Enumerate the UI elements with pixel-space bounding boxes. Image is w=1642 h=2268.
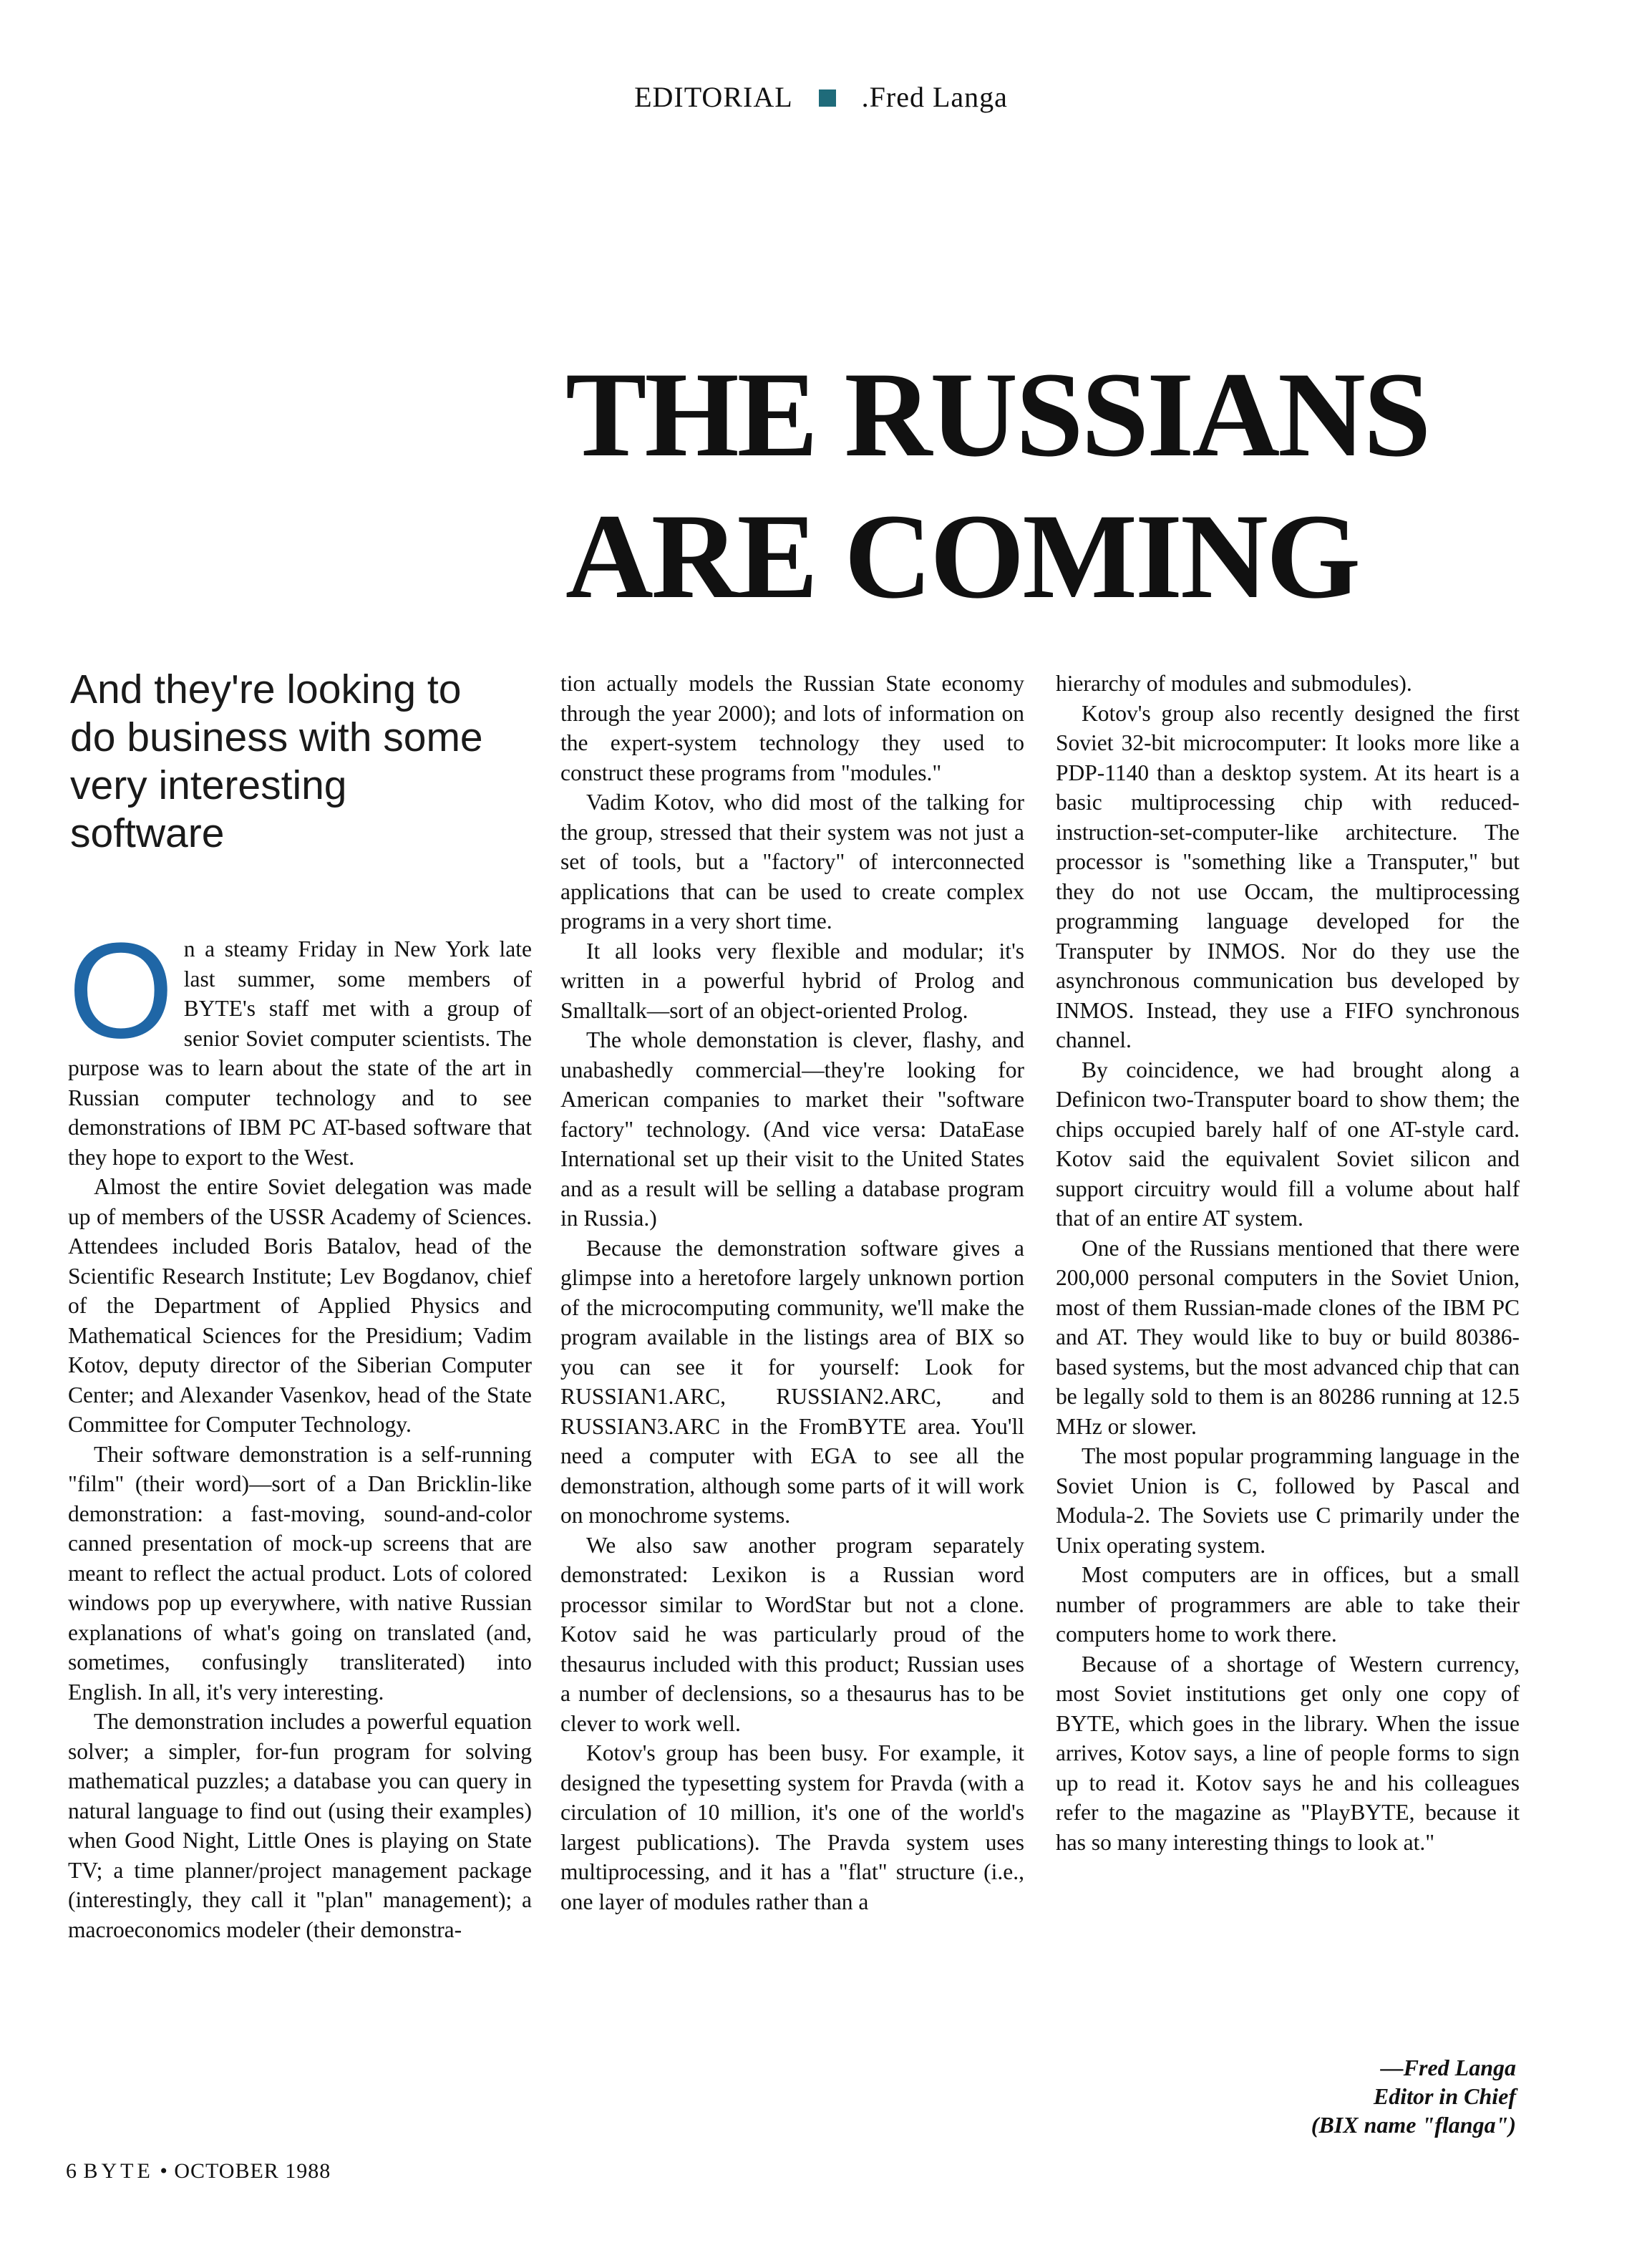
article-column-3 [1056,669,1520,1857]
paragraph: Their software demonstration is a self-running "film" (their word)—sort of a Dan Bricklin-like demonstration: a fast-moving, sound-and-color canned presentation of mock-up screens that are meant to reflect the actual product. Lots of colored windows pop up everywhere, with native Russian explanations of what's going on translated (and, sometimes, confusingly transliterated) into English. In all, it's very interesting. [68,1441,532,1705]
paragraph: Because the demonstration software gives a glimpse into a heretofore largely unknown portion of the microcomputing community, we'll make the program available in the listings area of BIX so you can see it for yourself: Look for RUSSIAN1.ARC, RUSSIAN2.ARC, and RUSSIAN3.ARC in the FromBYTE area. You'll need a computer with EGA to see all the demonstration, although some parts of it will work on monochrome systems. [560,1235,1024,1528]
signature-role: Editor in Chief [1373,2083,1516,2109]
paragraph: Almost the entire Soviet delegation was made up of members of the USSR Academy of Sciences. Attendees included Boris Batalov, head of the Scientific Research Institute; Lev Bogdanov, chief of the Department of Applied Physics and Mathematical Sciences for the Presidium; Vadim Kotov, deputy director of the Siberian Computer Center; and Alexander Vasenkov, head of the State Committee for Computer Technology. [68,1174,532,1437]
signature-name: —Fred Langa [1380,2055,1516,2080]
paragraph: By coincidence, we had brought along a Definicon two-Transputer board to show them; the chips occupied barely half of one AT-style card. Kotov said the equivalent Soviet silicon and support circuitry would fill a volume about half that of an entire AT system. [1056,1057,1520,1231]
paragraph: The demonstration includes a powerful equation solver; a simpler, for-fun program for solving mathematical puzzles; a database you can query in natural language to find out (using their examples) when Good Night, Little Ones is playing on State TV; a time planner/project management package (interestingly, they call it "plan" management); a macroeconomics modeler (their demonstra- [68,1709,532,1942]
page-number: 6 [66,2159,77,2183]
paragraph: Kotov's group also recently designed the first Soviet 32-bit microcomputer: It looks more like a PDP-1140 than a desktop system. At its heart is a basic multiprocessing chip with reduced-instruction-set-computer-like architecture. The processor is "something like a Transputer," but they do not use Occam, the multiprocessing programming language developed for the Transputer by INMOS. Nor do they use the asynchronous communication bus developed by INMOS. Instead, they use a FIFO synchronous channel. [1056,700,1520,1052]
paragraph: It all looks very flexible and modular; it's written in a powerful hybrid of Prolog and Smalltalk—sort of an object-oriented Prolog. [560,938,1024,1023]
footer-separator: • [160,2159,168,2183]
article-column-1 [68,915,532,1944]
square-bullet-icon [819,89,836,107]
signature-bix: (BIX name "flanga") [1311,2112,1516,2138]
paragraph: Most computers are in offices, but a small number of programmers are able to take their computers home to work there. [1056,1562,1520,1647]
paragraph: tion actually models the Russian State economy through the year 2000); and lots of information on the expert-system technology they used to construct these programs from "modules." [560,671,1024,785]
article-title [565,344,1429,627]
title-line-1: THE RUSSIANS [565,347,1429,482]
magazine-name: BYTE [83,2159,154,2183]
paragraph: The most popular programming language in the Soviet Union is C, followed by Pascal and Modula-2. The Soviets use C primarily under the Unix operating system. [1056,1443,1520,1558]
drop-cap: O [68,915,174,1067]
article-deck: And they're looking to do business with some very interesting software [70,667,483,856]
title-line-2: ARE COMING [565,489,1359,624]
paragraph: We also saw another program separately demonstrated: Lexikon is a Russian word processor similar to WordStar but not a clone. Kotov said he was particularly proud of the thesaurus included with this product; Russian uses a number of declensions, so a thesaurus has to be clever to work well. [560,1532,1024,1736]
author-label: .Fred Langa [861,81,1008,113]
section-label: EDITORIAL [634,81,793,113]
section-header [0,80,1642,114]
paragraph: One of the Russians mentioned that there were 200,000 personal computers in the Soviet Union, most of them Russian-made clones of the IBM PC and AT. They would like to buy or build 80386-based systems, but the most advanced chip that can be legally sold to them is an 80286 running at 12.5 MHz or slower. [1056,1235,1520,1439]
signature-block [1311,2053,1516,2139]
paragraph: hierarchy of modules and submodules). [1056,671,1412,696]
paragraph-text: n a steamy Friday in New York late last summer, some members of BYTE's staff met with a group of senior Soviet computer scientists. The purpose was to learn about the state of the art in Russian computer technology and to see demonstrations of IBM PC AT-based software that they hope to export to the West. [68,936,532,1170]
paragraph [68,915,532,1172]
paragraph: Kotov's group has been busy. For example, it designed the typesetting system for Pravda (with a circulation of 10 million, it's one of the world's largest publications). The Pravda system uses multiprocessing, and it has a "flat" structure (i.e., one layer of modules rather than a [560,1740,1024,1914]
issue-date: OCTOBER 1988 [174,2159,331,2183]
paragraph: Because of a shortage of Western currency, most Soviet institutions get only one copy of BYTE, which goes in the library. When the issue arrives, Kotov says, a line of people forms to sign up to read it. Kotov says he and his colleagues refer to the magazine as "PlayBYTE, because it has so many interesting things to look at." [1056,1651,1520,1855]
paragraph: The whole demonstation is clever, flashy, and unabashedly commercial—they're looking for American companies to market their "software factory" technology. (And vice versa: DataEase International set up their visit to the United States and as a result will be selling a database program in Russia.) [560,1027,1024,1231]
paragraph: Vadim Kotov, who did most of the talking for the group, stressed that their system was not just a set of tools, but a "factory" of interconnected applications that can be used to create complex programs in a very short time. [560,790,1024,934]
page-footer [66,2159,331,2184]
article-column-2 [560,669,1024,1916]
